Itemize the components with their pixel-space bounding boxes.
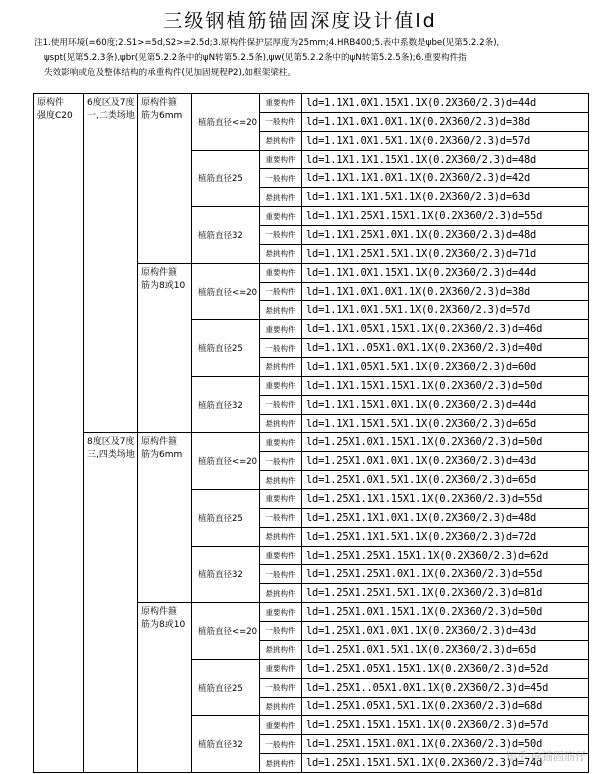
anchorage-formula-cell: ld=1.25X1.0X1.0X1.1X(0.2X360/2.3)d=43d xyxy=(302,622,589,641)
anchorage-formula-cell: ld=1.25X1.25X1.0X1.1X(0.2X360/2.3)d=55d xyxy=(302,565,589,584)
watermark: 知乎 @锚固筋仔 xyxy=(505,750,586,763)
anchorage-formula-cell: ld=1.1X1.0X1.5X1.1X(0.2X360/2.3)d=57d xyxy=(302,131,589,150)
anchorage-formula-cell: ld=1.25X1.1X1.0X1.1X(0.2X360/2.3)d=48d xyxy=(302,508,589,527)
anchorage-formula-cell: ld=1.1X1.1X1.15X1.1X(0.2X360/2.3)d=48d xyxy=(302,150,589,169)
member-category-cell: 重要构件 xyxy=(260,546,302,565)
bar-diameter-cell: 植筋直径25 xyxy=(192,659,260,716)
member-category-cell: 重要构件 xyxy=(260,603,302,622)
member-category-cell: 一般构件 xyxy=(260,282,302,301)
anchorage-formula-cell: ld=1.1X1.15X1.0X1.1X(0.2X360/2.3)d=44d xyxy=(302,395,589,414)
member-category-cell: 悬挑构件 xyxy=(260,358,302,377)
member-category-cell: 重要构件 xyxy=(260,207,302,226)
anchorage-formula-cell: ld=1.25X1.25X1.15X1.1X(0.2X360/2.3)d=62d xyxy=(302,546,589,565)
member-category-cell: 一般构件 xyxy=(260,169,302,188)
member-category-cell: 重要构件 xyxy=(260,320,302,339)
anchorage-formula-cell: ld=1.1X1.1X1.5X1.1X(0.2X360/2.3)d=63d xyxy=(302,188,589,207)
bar-diameter-cell: 植筋直径25 xyxy=(192,490,260,547)
bar-diameter-cell: 植筋直径<=20 xyxy=(192,263,260,320)
member-category-cell: 重要构件 xyxy=(260,94,302,113)
member-category-cell: 一般构件 xyxy=(260,508,302,527)
member-category-cell: 一般构件 xyxy=(260,452,302,471)
member-category-cell: 一般构件 xyxy=(260,112,302,131)
anchorage-formula-cell: ld=1.25X1..05X1.0X1.1X(0.2X360/2.3)d=45d xyxy=(302,678,589,697)
note-line-1: 注1.使用环境(=60度;2.S1>=5d,S2>=2.5d;3.原构件保护层厚度为25mm;4.HRB400;5.表中系数是ψbe(见第5.2.2条), xyxy=(34,38,500,48)
anchorage-formula-cell: ld=1.25X1.25X1.5X1.1X(0.2X360/2.3)d=81d xyxy=(302,584,589,603)
seismic-zone-cell: 8度区及7度 三,四类场地 xyxy=(84,433,138,772)
member-category-cell: 悬挑构件 xyxy=(260,188,302,207)
bar-diameter-cell: 植筋直径32 xyxy=(192,207,260,264)
stirrup-cell: 原构件箍 筋为8或10 xyxy=(138,263,192,433)
anchorage-formula-cell: ld=1.25X1.0X1.15X1.1X(0.2X360/2.3)d=50d xyxy=(302,603,589,622)
member-category-cell: 悬挑构件 xyxy=(260,754,302,773)
bar-diameter-cell: 植筋直径25 xyxy=(192,320,260,377)
note-line-2: ψspt(见第5.2.3条),ψbr(见第5.2.2条中的ψN转第5.2.5条),ψw(见第5.2.2条中的ψN转第5.2.5条);6.重要构件指 xyxy=(44,53,467,63)
anchorage-formula-cell: ld=1.1X1.25X1.0X1.1X(0.2X360/2.3)d=48d xyxy=(302,226,589,245)
anchorage-formula-cell: ld=1.1X1.25X1.5X1.1X(0.2X360/2.3)d=71d xyxy=(302,244,589,263)
member-category-cell: 一般构件 xyxy=(260,678,302,697)
anchorage-formula-cell: ld=1.1X1.15X1.5X1.1X(0.2X360/2.3)d=65d xyxy=(302,414,589,433)
member-category-cell: 重要构件 xyxy=(260,716,302,735)
member-category-cell: 重要构件 xyxy=(260,263,302,282)
stirrup-cell: 原构件箍 筋为6mm xyxy=(138,94,192,264)
anchorage-formula-cell: ld=1.1X1.05X1.5X1.1X(0.2X360/2.3)d=60d xyxy=(302,358,589,377)
member-category-cell: 一般构件 xyxy=(260,622,302,641)
bar-diameter-cell: 植筋直径32 xyxy=(192,716,260,773)
anchorage-formula-cell: ld=1.1X1.0X1.5X1.1X(0.2X360/2.3)d=57d xyxy=(302,301,589,320)
anchorage-formula-cell: ld=1.25X1.1X1.15X1.1X(0.2X360/2.3)d=55d xyxy=(302,490,589,509)
member-category-cell: 悬挑构件 xyxy=(260,697,302,716)
stirrup-cell: 原构件箍 筋为8或10 xyxy=(138,603,192,773)
anchorage-formula-cell: ld=1.1X1.0X1.15X1.1X(0.2X360/2.3)d=44d xyxy=(302,263,589,282)
member-category-cell: 重要构件 xyxy=(260,150,302,169)
member-category-cell: 悬挑构件 xyxy=(260,131,302,150)
anchorage-formula-cell: ld=1.25X1.15X1.5X1.1X(0.2X360/2.3)d=74d xyxy=(302,754,589,773)
bar-diameter-cell: 植筋直径<=20 xyxy=(192,603,260,660)
member-category-cell: 悬挑构件 xyxy=(260,471,302,490)
bar-diameter-cell: 植筋直径<=20 xyxy=(192,433,260,490)
member-category-cell: 悬挑构件 xyxy=(260,640,302,659)
concrete-strength-cell: 原构件 强度C20 xyxy=(34,94,84,773)
anchorage-formula-cell: ld=1.1X1.05X1.15X1.1X(0.2X360/2.3)d=46d xyxy=(302,320,589,339)
table-row xyxy=(34,433,589,452)
anchorage-formula-cell: ld=1.25X1.0X1.15X1.1X(0.2X360/2.3)d=50d xyxy=(302,433,589,452)
anchorage-formula-cell: ld=1.25X1.0X1.5X1.1X(0.2X360/2.3)d=65d xyxy=(302,471,589,490)
anchorage-formula-cell: ld=1.1X1.0X1.0X1.1X(0.2X360/2.3)d=38d xyxy=(302,282,589,301)
note-line-3: 失效影响或危及整体结构的承重构件(见加固规程P2),如框架梁柱。 xyxy=(44,68,297,78)
bar-diameter-cell: 植筋直径32 xyxy=(192,546,260,603)
stirrup-cell: 原构件箍 筋为6mm xyxy=(138,433,192,603)
notes xyxy=(34,36,596,81)
member-category-cell: 重要构件 xyxy=(260,659,302,678)
anchorage-formula-cell: ld=1.25X1.0X1.5X1.1X(0.2X360/2.3)d=65d xyxy=(302,640,589,659)
member-category-cell: 一般构件 xyxy=(260,395,302,414)
anchorage-formula-cell: ld=1.1X1.1X1.0X1.1X(0.2X360/2.3)d=42d xyxy=(302,169,589,188)
anchorage-formula-cell: ld=1.25X1.05X1.5X1.1X(0.2X360/2.3)d=68d xyxy=(302,697,589,716)
member-category-cell: 悬挑构件 xyxy=(260,527,302,546)
page-title: 三级钢植筋锚固深度设计值ld xyxy=(163,10,437,32)
member-category-cell: 一般构件 xyxy=(260,339,302,358)
member-category-cell: 一般构件 xyxy=(260,565,302,584)
anchorage-formula-cell: ld=1.1X1.15X1.15X1.1X(0.2X360/2.3)d=50d xyxy=(302,376,589,395)
anchorage-formula-cell: ld=1.1X1.0X1.0X1.1X(0.2X360/2.3)d=38d xyxy=(302,112,589,131)
member-category-cell: 重要构件 xyxy=(260,490,302,509)
seismic-zone-cell: 6度区及7度 一,二类场地 xyxy=(84,94,138,433)
anchorage-formula-cell: ld=1.25X1.15X1.15X1.1X(0.2X360/2.3)d=57d xyxy=(302,716,589,735)
anchorage-formula-cell: ld=1.25X1.0X1.0X1.1X(0.2X360/2.3)d=43d xyxy=(302,452,589,471)
anchorage-formula-cell: ld=1.1X1.25X1.15X1.1X(0.2X360/2.3)d=55d xyxy=(302,207,589,226)
anchorage-formula-cell: ld=1.25X1.05X1.15X1.1X(0.2X360/2.3)d=52d xyxy=(302,659,589,678)
anchorage-formula-cell: ld=1.25X1.1X1.5X1.1X(0.2X360/2.3)d=72d xyxy=(302,527,589,546)
anchorage-formula-cell: ld=1.1X1.0X1.15X1.1X(0.2X360/2.3)d=44d xyxy=(302,94,589,113)
bar-diameter-cell: 植筋直径<=20 xyxy=(192,94,260,151)
table-row xyxy=(34,94,589,113)
member-category-cell: 重要构件 xyxy=(260,376,302,395)
member-category-cell: 悬挑构件 xyxy=(260,414,302,433)
member-category-cell: 悬挑构件 xyxy=(260,584,302,603)
member-category-cell: 悬挑构件 xyxy=(260,244,302,263)
anchorage-formula-cell: ld=1.1X1..05X1.0X1.1X(0.2X360/2.3)d=40d xyxy=(302,339,589,358)
member-category-cell: 重要构件 xyxy=(260,433,302,452)
anchorage-table xyxy=(33,93,589,773)
member-category-cell: 一般构件 xyxy=(260,226,302,245)
anchorage-formula-cell: ld=1.25X1.15X1.0X1.1X(0.2X360/2.3)d=50d xyxy=(302,735,589,754)
bar-diameter-cell: 植筋直径32 xyxy=(192,376,260,433)
member-category-cell: 悬挑构件 xyxy=(260,301,302,320)
bar-diameter-cell: 植筋直径25 xyxy=(192,150,260,207)
member-category-cell: 一般构件 xyxy=(260,735,302,754)
